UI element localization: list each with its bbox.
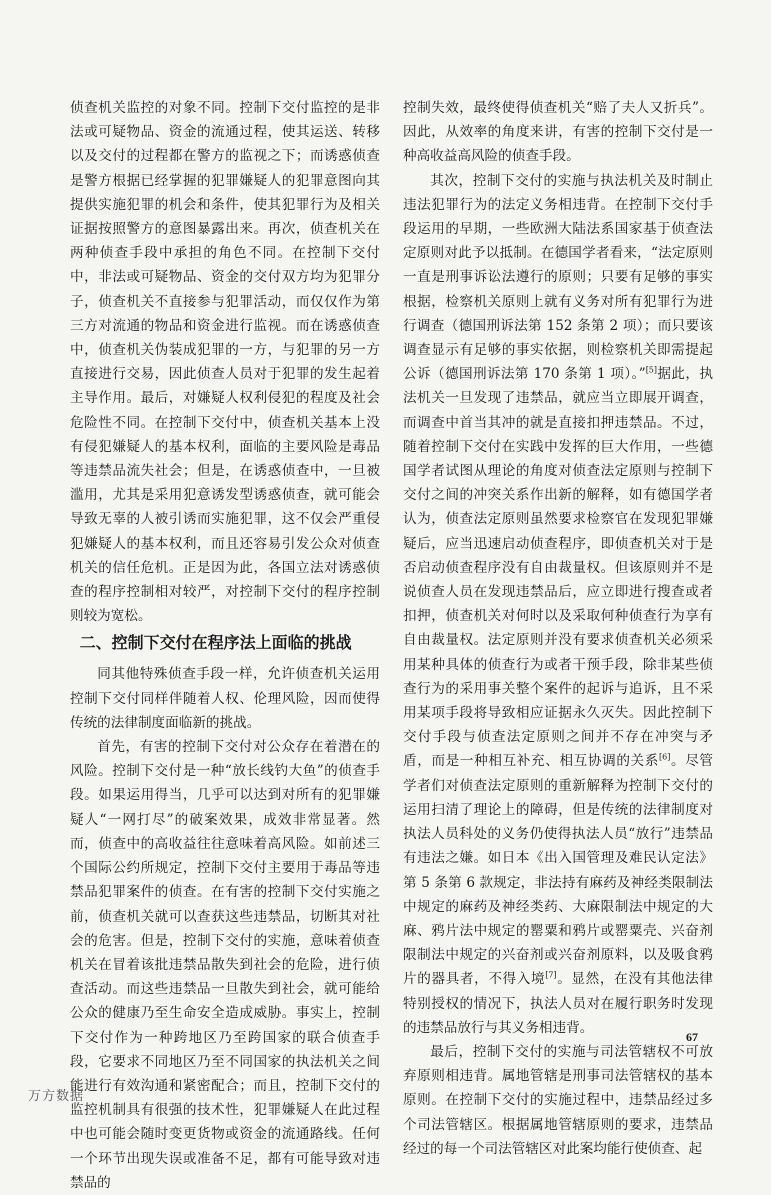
right-column xyxy=(403,96,713,1161)
left-column xyxy=(70,96,380,1195)
paragraph: 最后，控制下交付的实施与司法管辖权不可放弃原则相违背。属地管辖是刑事司法管辖权的基本原则。在控制下交付的实施过程中，违禁品经过多个司法管辖区。根据属地管辖原则的要求，违禁品经过的每一个司法管辖区对此案均能行使侦查、起 xyxy=(403,1043,713,1157)
paragraph: 侦查机关监控的对象不同。控制下交付监控的是非法或可疑物品、资金的流通过程，使其运送、转移以及交付的过程都在警方的监视之下；而诱惑侦查是警方根据已经掌握的犯罪嫌疑人的犯罪意图向其提供实施犯罪的机会和条件，使其犯罪行为及相关证据按照警方的意图暴露出来。再次，侦查机关在两种侦查手段中承担的角色不同。在控制下交付中，非法或可疑物品、资金的交付双方均为犯罪分子，侦查机关不直接参与犯罪活动，而仅仅作为第三方对流通的物品和资金进行监视。而在诱惑侦查中，侦查机关伪装成犯罪的一方，与犯罪的另一方直接进行交易，因此侦查人员对于犯罪的发生起着主导作用。最后，对嫌疑人权利侵犯的程度及社会危险性不同。在控制下交付中，侦查机关基本上没有侵犯嫌疑人的基本权利，面临的主要风险是毒品等违禁品流失社会；但是，在诱惑侦查中，一旦被滥用，尤其是采用犯意诱发型诱惑侦查，就可能会导致无辜的人被引诱而实施犯罪，这不仅会严重侵犯嫌疑人的基本权利，而且还容易引发公众对侦查机关的信任危机。正是因为此，各国立法对诱惑侦查的程序控制相对较严，对控制下交付的程序控制则较为宽松。 xyxy=(70,100,380,625)
text-run: 。尽管学者们对侦查法定原则的重新解释为控制下交付的运用扫清了理论上的障碍，但是传统的法律制度对执法人员科处的义务仍使得执法人员“放行”违禁品有违法之嫌。如日本《出入国管理及难民认定法》第 5 条第 6 款规定，非法持有麻药及神经类限制法中规定的麻药及神经类药、大麻限制法中规定的大麻、鸦片法中规定的罂粟和鸦片或罂粟壳、兴奋剂限制法中规定的兴奋剂或兴奋剂原料，以及吸食鸦片的器具者，不得入境 xyxy=(403,753,714,988)
watermark: 万方数据 xyxy=(28,1089,85,1104)
paragraph: 首先，有害的控制下交付对公众存在着潜在的风险。控制下交付是一种“放长线钓大鱼”的侦查手段。如果运用得当，几乎可以达到对所有的犯罪嫌疑人“一网打尽”的破案效果，成效非常显著。然而，侦查中的高收益往往意味着高风险。如前述三个国际公约所规定，控制下交付主要用于毒品等违禁品犯罪案件的侦查。在有害的控制下交付实施之前，侦查机关就可以查获这些违禁品，切断其对社会的危害。但是，控制下交付的实施，意味着侦查机关在冒着该批违禁品散失到社会的危险，进行侦查活动。而这些违禁品一旦散失到社会，就可能给公众的健康乃至生命安全造成威胁。事实上，控制下交付作为一种跨地区乃至跨国家的联合侦查手段，它要求不同地区乃至不同国家的执法机关之间能进行有效沟通和紧密配合；而且，控制下交付的监控机制具有很强的技术性，犯罪嫌疑人在此过程中也可能会随时变更货物或资金的流通路线。任何一个环节出现失误或准备不足，都有可能导致对违禁品的 xyxy=(70,739,380,1191)
citation-ref: [5] xyxy=(645,365,658,375)
paragraph xyxy=(403,169,713,1040)
paragraph: 控制失效，最终使得侦查机关“赔了夫人又折兵”。因此，从效率的角度来讲，有害的控制下交付是一种高收益高风险的侦查手段。 xyxy=(403,100,713,165)
citation-ref: [6] xyxy=(659,752,671,762)
text-run: 其次，控制下交付的实施与执法机关及时制止违法犯罪行为的法定义务相违背。在控制下交付手段运用的早期，一些欧洲大陆法系国家基于侦查法定原则对此予以抵制。在德国学者看来，“法定原则一直是刑事诉讼法遵行的原则；只要有足够的事实根据，检察机关原则上就有义务对所有犯罪行为进行调查（德国刑诉法第 152 条第 2 项）；而只要该调查显示有足够的事实依据，则检察机关即需提起公诉（德国刑诉法第 170 条第 1 项）。” xyxy=(403,172,713,383)
paragraph: 同其他特殊侦查手段一样，允许侦查机关运用控制下交付同样伴随着人权、伦理风险，因而使得传统的法律制度面临新的挑战。 xyxy=(70,666,380,731)
section-heading: 二、控制下交付在程序法上面临的挑战 xyxy=(79,633,352,653)
citation-ref: [7] xyxy=(545,970,557,980)
text-run: 。显然，在没有其他法律特别授权的情况下，执法人员对在履行职务时发现的违禁品放行与其义务相违背。 xyxy=(403,971,714,1036)
page-number: 67 xyxy=(686,1030,698,1044)
text-run: 据此，执法机关一旦发现了违禁品，就应当立即展开调查，而调查中首当其冲的就是直接扣押违禁品。不过，随着控制下交付在实践中发挥的巨大作用，一些德国学者试图从理论的角度对侦查法定原则与控制下交付之间的冲突关系作出新的解释，如有德国学者认为，侦查法定原则虽然要求检察官在发现犯罪嫌疑后，应当迅速启动侦查程序，即侦查机关对于是否启动侦查程序没有自由裁量权。但该原则并不是说侦查人员在发现违禁品后，应立即进行搜查或者扣押，侦查机关对何时以及采取何种侦查行为享有自由裁量权。法定原则并没有要求侦查机关必须采用某种具体的侦查行为或者干预手段，除非某些侦查行为的采用事关整个案件的起诉与追诉，且不采用某项手段将导致相应证据永久灭失。因此控制下交付手段与侦查法定原则之间并不存在冲突与矛盾，而是一种相互补充、相互协调的关系 xyxy=(403,366,713,770)
